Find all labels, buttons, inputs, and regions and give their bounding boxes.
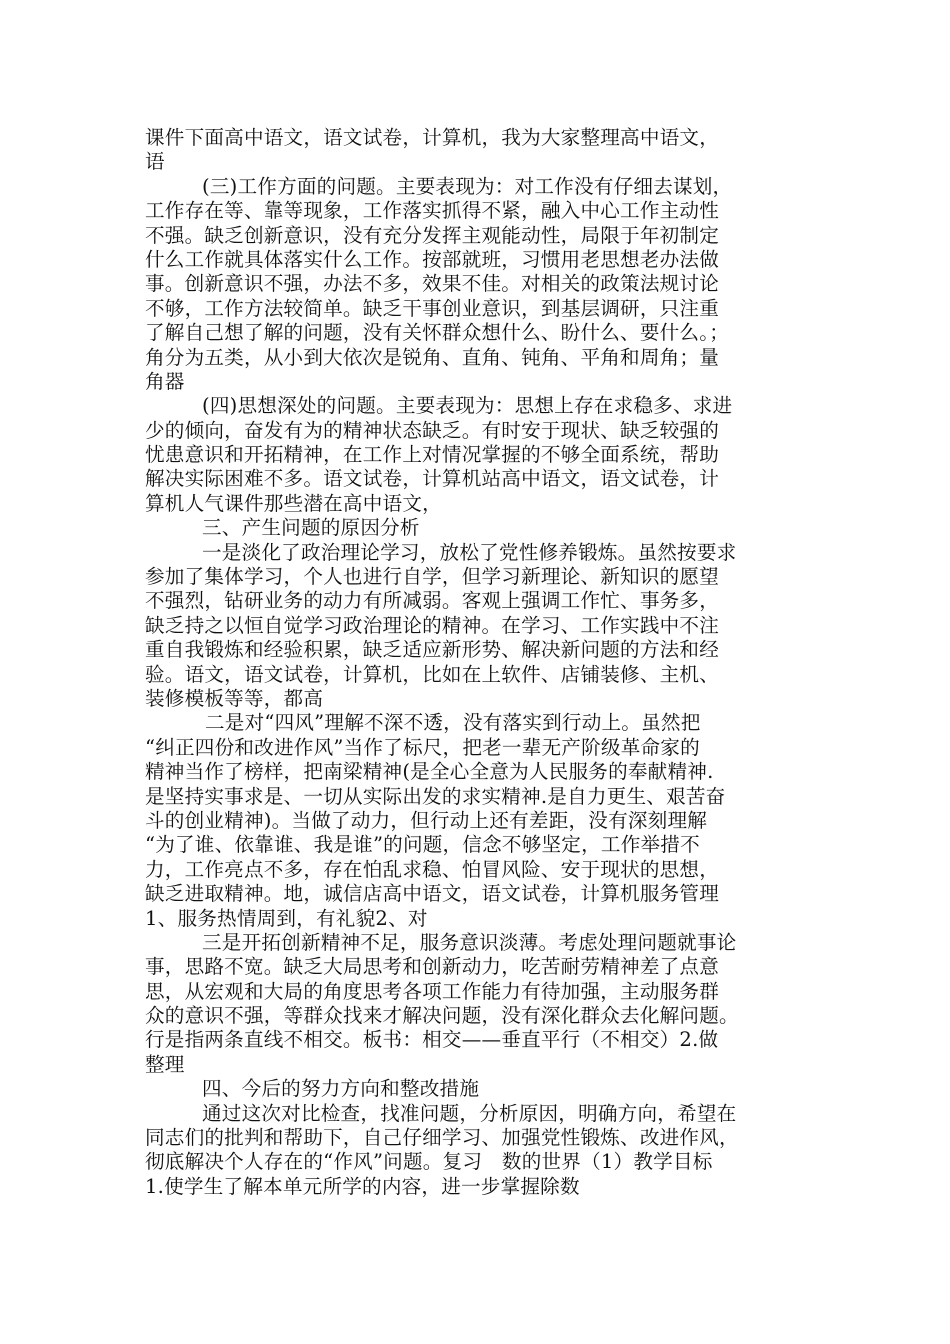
text-line: 验。语文，语文试卷，计算机，比如在上软件、店铺装修、主机、 xyxy=(145,662,720,686)
text-line: 少的倾向，奋发有为的精神状态缺乏。有时安于现状、缺乏较强的 xyxy=(145,418,720,442)
paragraph-start-line: 三是开拓创新精神不足，服务意识淡薄。考虑处理问题就事论 xyxy=(202,930,737,954)
text-line: 1、服务热情周到，有礼貌2、对 xyxy=(145,906,428,930)
paragraph-start-line: 通过这次对比检查，找准问题，分析原因，明确方向，希望在 xyxy=(202,1101,737,1125)
text-line: 众的意识不强，等群众找来才解决问题，没有深化群众去化解问题。 xyxy=(145,1004,739,1028)
text-line: 工作存在等、靠等现象，工作落实抓得不紧，融入中心工作主动性 xyxy=(145,199,720,223)
text-line: 精神当作了榜样，把南梁精神(是全心全意为人民服务的奉献精神. xyxy=(145,760,714,784)
paragraph-start-line: (三)工作方面的问题。主要表现为：对工作没有仔细去谋划， xyxy=(202,174,733,198)
text-line: 同志们的批判和帮助下，自己仔细学习、加强党性锻炼、改进作风， xyxy=(145,1126,739,1150)
text-line: 1.使学生了解本单元所学的内容，进一步掌握除数 xyxy=(145,1174,580,1198)
text-line: 解决实际困难不多。语文试卷，计算机站高中语文，语文试卷，计 xyxy=(145,467,720,491)
section-heading: 三、产生问题的原因分析 xyxy=(202,516,420,540)
text-line: 重自我锻炼和经验积累，缺乏适应新形势、解决新问题的方法和经 xyxy=(145,638,720,662)
text-line: 事。创新意识不强，办法不多，效果不佳。对相关的政策法规讨论 xyxy=(145,272,720,296)
section-heading: 四、今后的努力方向和整改措施 xyxy=(202,1077,480,1101)
paragraph-start-line: 一是淡化了政治理论学习，放松了党性修养锻炼。虽然按要求 xyxy=(202,540,737,564)
text-line: 课件下面高中语文，语文试卷，计算机，我为大家整理高中语文， xyxy=(145,126,720,149)
text-line: 不够，工作方法较简单。缺乏干事创业意识，到基层调研，只注重 xyxy=(145,296,720,320)
text-line: 是坚持实事求是、一切从实际出发的求实精神.是自力更生、艰苦奋 xyxy=(145,784,726,808)
text-line: 装修模板等等，都高 xyxy=(145,686,324,710)
text-line: “为了谁、依靠谁、我是谁”的问题，信念不够坚定，工作举措不 xyxy=(145,833,700,857)
paragraph-start-line: (四)思想深处的问题。主要表现为：思想上存在求稳多、求进 xyxy=(202,394,733,418)
text-line: 不强烈，钻研业务的动力有所减弱。客观上强调工作忙、事务多， xyxy=(145,589,720,613)
text-line: 了解自己想了解的问题，没有关怀群众想什么、盼什么、要什么。； xyxy=(145,321,730,345)
text-line: 事，思路不宽。缺乏大局思考和创新动力，吃苦耐劳精神差了点意 xyxy=(145,955,720,979)
text-line: 缺乏进取精神。地，诚信店高中语文，语文试卷，计算机服务管理 xyxy=(145,882,720,906)
text-line: 算机人气课件那些潜在高中语文， xyxy=(145,491,442,515)
text-line: 缺乏持之以恒自觉学习政治理论的精神。在学习、工作实践中不注 xyxy=(145,613,720,637)
text-line: “纠正四份和改进作风”当作了标尺，把老一辈无产阶级革命家的 xyxy=(145,735,700,759)
text-line: 角器 xyxy=(145,369,185,393)
text-line: 忧患意识和开拓精神，在工作上对情况掌握的不够全面系统，帮助 xyxy=(145,443,720,467)
text-line: 彻底解决个人存在的“作风”问题。复习 数的世界（1）教学目标 xyxy=(145,1150,713,1174)
text-line: 参加了集体学习，个人也进行自学，但学习新理论、新知识的愿望 xyxy=(145,565,720,589)
text-line: 什么工作就具体落实什么工作。按部就班，习惯用老思想老办法做 xyxy=(145,247,720,271)
text-line: 思，从宏观和大局的角度思考各项工作能力有待加强，主动服务群 xyxy=(145,979,720,1003)
text-line: 角分为五类，从小到大依次是锐角、直角、钝角、平角和周角；量 xyxy=(145,345,720,369)
text-line: 语 xyxy=(145,150,165,174)
text-line: 斗的创业精神)。当做了动力，但行动上还有差距，没有深刻理解 xyxy=(145,808,708,832)
text-line: 不强。缺乏创新意识，没有充分发挥主观能动性，局限于年初制定 xyxy=(145,223,720,247)
text-line: 力，工作亮点不多，存在怕乱求稳、怕冒风险、安于现状的思想， xyxy=(145,857,720,881)
text-line: 行是指两条直线不相交。板书：相交——垂直平行（不相交）2.做 xyxy=(145,1028,719,1052)
text-line: 整理 xyxy=(145,1052,185,1076)
document-body xyxy=(145,126,815,1199)
paragraph-start-line: 二是对“四风”理解不深不透，没有落实到行动上。虽然把 xyxy=(205,711,701,735)
